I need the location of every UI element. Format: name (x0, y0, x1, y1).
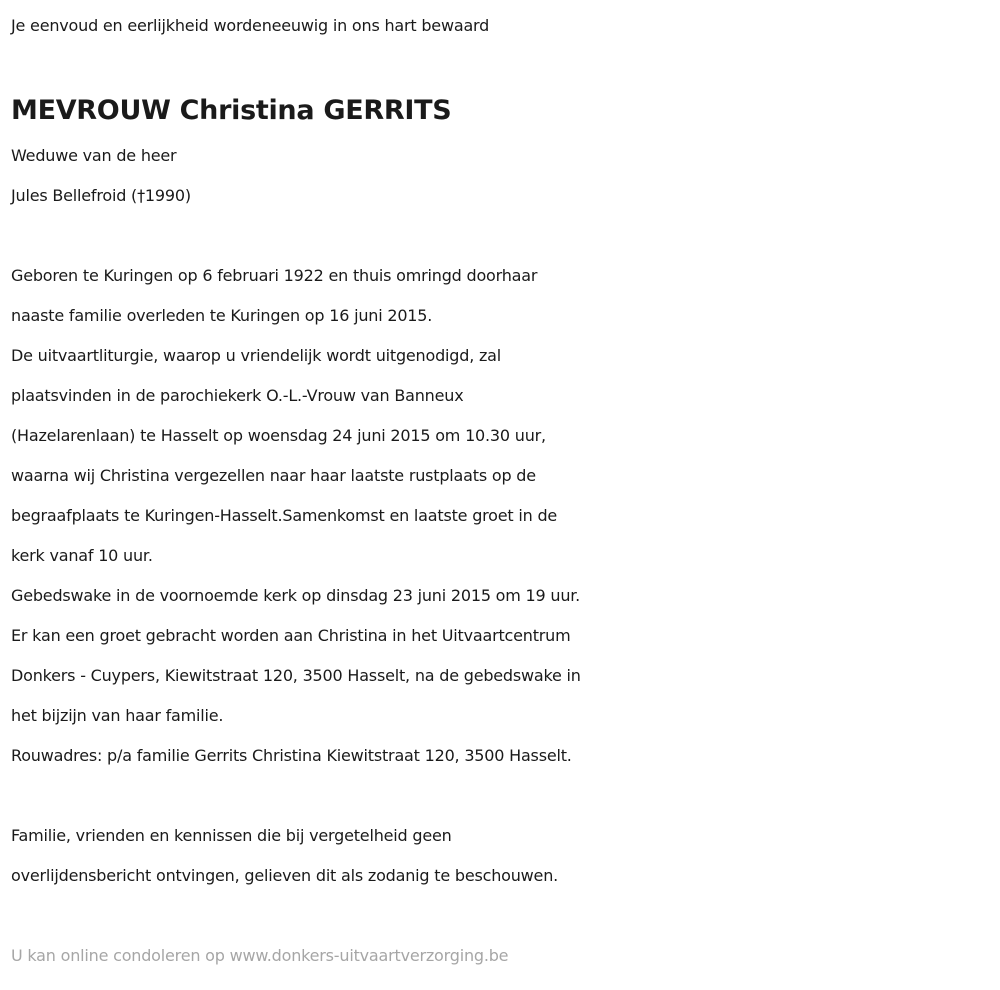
announcement-body (11, 256, 996, 776)
body-line: kerk vanaf 10 uur. (11, 546, 153, 565)
spacer (11, 896, 996, 936)
body-line: (Hazelarenlaan) te Hasselt op woensdag 24 juni 2015 om 10.30 uur, (11, 426, 546, 445)
condolence-footer: U kan online condoleren op www.donkers-uitvaartverzorging.be (11, 946, 509, 965)
body-line: Gebedswake in de voornoemde kerk op dinsdag 23 juni 2015 om 19 uur. (11, 586, 581, 605)
body-line: De uitvaartliturgie, waarop u vriendelijk wordt uitgenodigd, zal (11, 346, 502, 365)
body-line: het bijzijn van haar familie. (11, 706, 224, 725)
body-line: Geboren te Kuringen op 6 februari 1922 en thuis omringd doorhaar (11, 266, 538, 285)
relation-line: Jules Bellefroid (†1990) (11, 186, 191, 205)
notice-text (11, 816, 996, 896)
spacer (11, 216, 996, 256)
body-line: waarna wij Christina vergezellen naar haar laatste rustplaats op de (11, 466, 536, 485)
body-line: naaste familie overleden te Kuringen op 16 juni 2015. (11, 306, 433, 325)
death-notice (11, 6, 996, 976)
notice-line: Familie, vrienden en kennissen die bij vergetelheid geen (11, 826, 452, 845)
body-line: plaatsvinden in de parochiekerk O.-L.-Vrouw van Banneux (11, 386, 464, 405)
body-line: begraafplaats te Kuringen-Hasselt.Samenkomst en laatste groet in de (11, 506, 558, 525)
spacer (11, 776, 996, 816)
relation-line: Weduwe van de heer (11, 146, 177, 165)
body-line: Rouwadres: p/a familie Gerrits Christina Kiewitstraat 120, 3500 Hasselt. (11, 746, 572, 765)
deceased-name: MEVROUW Christina GERRITS (11, 95, 452, 126)
body-line: Er kan een groet gebracht worden aan Christina in het Uitvaartcentrum (11, 626, 571, 645)
body-line: Donkers - Cuypers, Kiewitstraat 120, 3500 Hasselt, na de gebedswake in (11, 666, 581, 685)
notice-line: overlijdensbericht ontvingen, gelieven dit als zodanig te beschouwen. (11, 866, 559, 885)
motto-text: Je eenvoud en eerlijkheid wordeneeuwig in ons hart bewaard (11, 16, 490, 35)
